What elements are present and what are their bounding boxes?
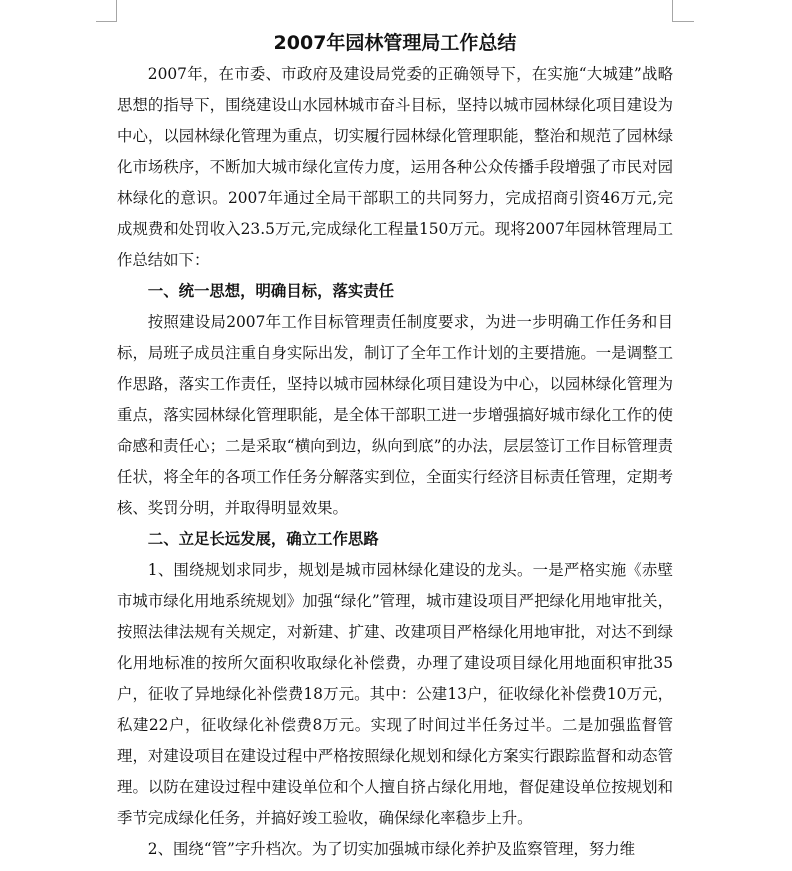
margin-corner-mark-left	[96, 21, 117, 22]
document-title: 2007年园林管理局工作总结	[273, 32, 517, 54]
margin-corner-mark-right	[672, 0, 673, 22]
intro-paragraph: 2007年，在市委、市政府及建设局党委的正确领导下，在实施“大城建”战略思想的指导下，围绕建设山水园林城市奋斗目标，坚持以城市园林绿化项目建设为中心，以园林绿化管理为重点，切实履行园林绿化管理职能，整治和规范了园林绿化市场秩序，不断加大城市绿化宣传力度，运用各种公众传播手段增强了市民对园林绿化的意识。2007年通过全局干部职工的共同努力，完成招商引资46万元,完成规费和处罚收入23.5万元,完成绿化工程量150万元。现将2007年园林管理局工作总结如下：	[117, 65, 673, 269]
section-1-paragraph: 按照建设局2007年工作目标管理责任制度要求，为进一步明确工作任务和目标，局班子成员注重自身实际出发，制订了全年工作计划的主要措施。一是调整工作思路，落实工作责任，坚持以城市园林绿化项目建设为中心，以园林绿化管理为重点，落实园林绿化管理职能，是全体干部职工进一步增强搞好城市绿化工作的使命感和责任心；二是采取“横向到边，纵向到底”的办法，层层签订工作目标管理责任状，将全年的各项工作任务分解落实到位，全面实行经济目标责任管理，定期考核、奖罚分明，并取得明显效果。	[117, 313, 673, 517]
section-heading-2: 二、立足长远发展，确立工作思路	[147, 530, 379, 548]
document-page	[117, 30, 673, 865]
margin-corner-mark-right	[672, 21, 694, 22]
section-heading-1: 一、统一思想，明确目标，落实责任	[147, 282, 395, 300]
section-2-item-2-paragraph: 2、围绕“管”字升档次。为了切实加强城市绿化养护及监察管理，努力维	[147, 840, 636, 858]
section-2-item-1-paragraph: 1、围绕规划求同步，规划是城市园林绿化建设的龙头。一是严格实施《赤壁市城市绿化用地系统规划》加强“绿化”管理，城市建设项目严把绿化用地审批关，按照法律法规有关规定，对新建、扩建、改建项目严格绿化用地审批，对达不到绿化用地标准的按所欠面积收取绿化补偿费，办理了建设项目绿化用地面积审批35户，征收了异地绿化补偿费18万元。其中：公建13户，征收绿化补偿费10万元，私建22户，征收绿化补偿费8万元。实现了时间过半任务过半。二是加强监督管理，对建设项目在建设过程中严格按照绿化规划和绿化方案实行跟踪监督和动态管理。以防在建设过程中建设单位和个人擅自挤占绿化用地，督促建设单位按规划和季节完成绿化任务，并搞好竣工验收，确保绿化率稳步上升。	[117, 561, 673, 827]
margin-corner-mark-left	[116, 0, 117, 22]
